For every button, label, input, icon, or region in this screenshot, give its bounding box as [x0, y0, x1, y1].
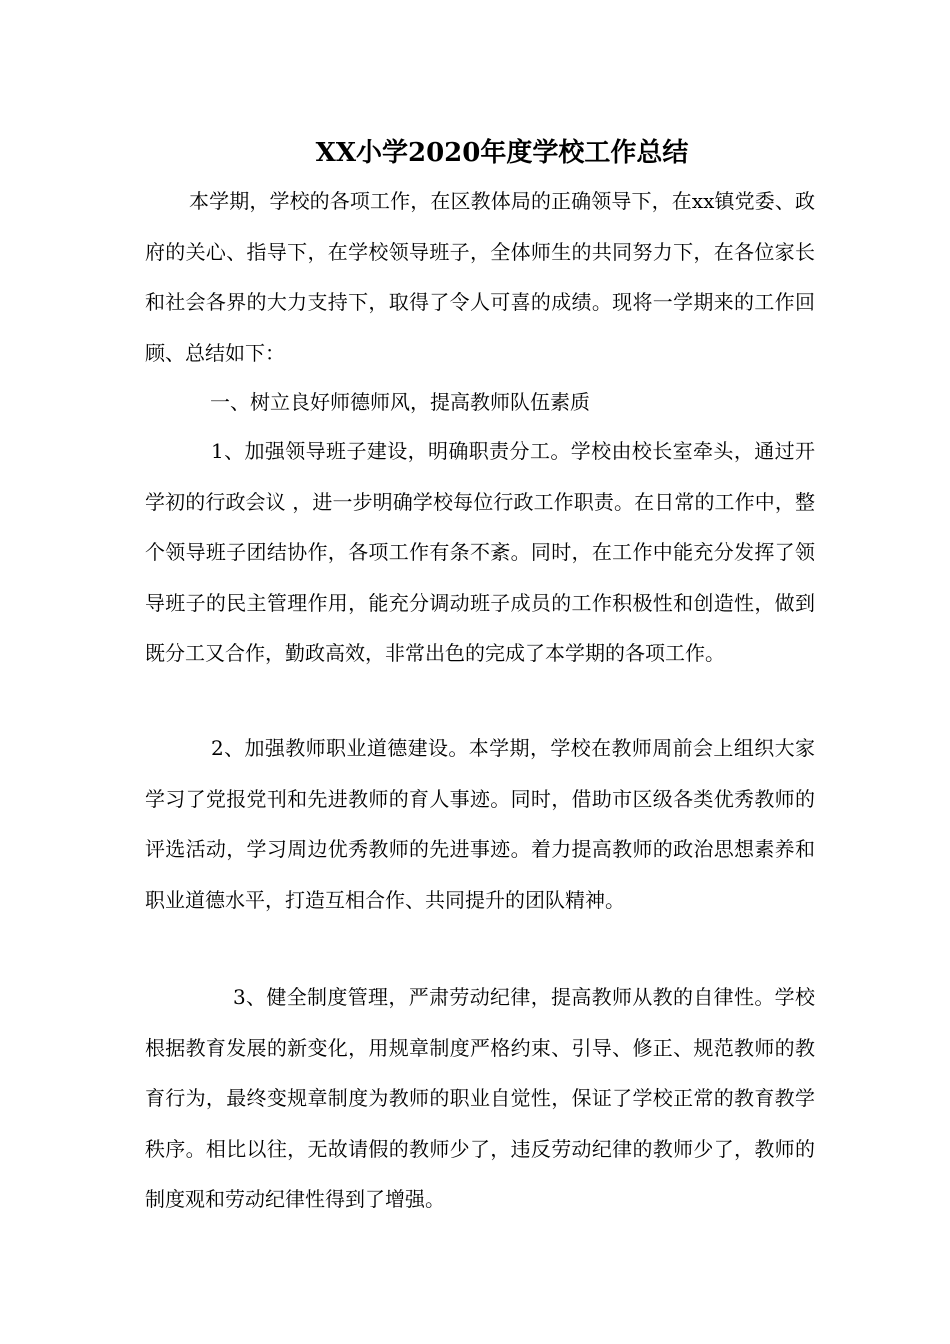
paragraph-intro: 本学期，学校的各项工作，在区教体局的正确领导下，在xx镇党委、政府的关心、指导下，在学校领导班子，全体师生的共同努力下，在各位家长和社会各界的大力支持下，取得了令人可喜的成绩。现将一学期来的工作回顾、总结如下：	[145, 189, 815, 365]
section-heading-1: 一、树立良好师德师风，提高教师队伍素质	[210, 390, 590, 414]
paragraph-item-3: 3、健全制度管理，严肃劳动纪律，提高教师从教的自律性。学校根据教育发展的新变化，用规章制度严格约束、引导、修正、规范教师的教育行为，最终变规章制度为教师的职业自觉性，保证了学校正常的教育教学秩序。相比以往，无故请假的教师少了，违反劳动纪律的教师少了，教师的制度观和劳动纪律性得到了增强。	[145, 985, 815, 1212]
document-title: XX小学2020年度学校工作总结	[315, 138, 689, 168]
paragraph-item-2: 2、加强教师职业道德建设。本学期，学校在教师周前会上组织大家学习了党报党刊和先进教师的育人事迹。同时，借助市区级各类优秀教师的评选活动，学习周边优秀教师的先进事迹。着力提高教师的政治思想素养和职业道德水平，打造互相合作、共同提升的团队精神。	[145, 736, 815, 912]
paragraph-item-1: 1、加强领导班子建设，明确职责分工。学校由校长室牵头，通过开学初的行政会议 ，进一步明确学校每位行政工作职责。在日常的工作中，整个领导班子团结协作，各项工作有条不紊。同时，在工作中能充分发挥了领导班子的民主管理作用，能充分调动班子成员的工作积极性和创造性，做到既分工又合作，勤政高效，非常出色的完成了本学期的各项工作。	[145, 439, 815, 666]
